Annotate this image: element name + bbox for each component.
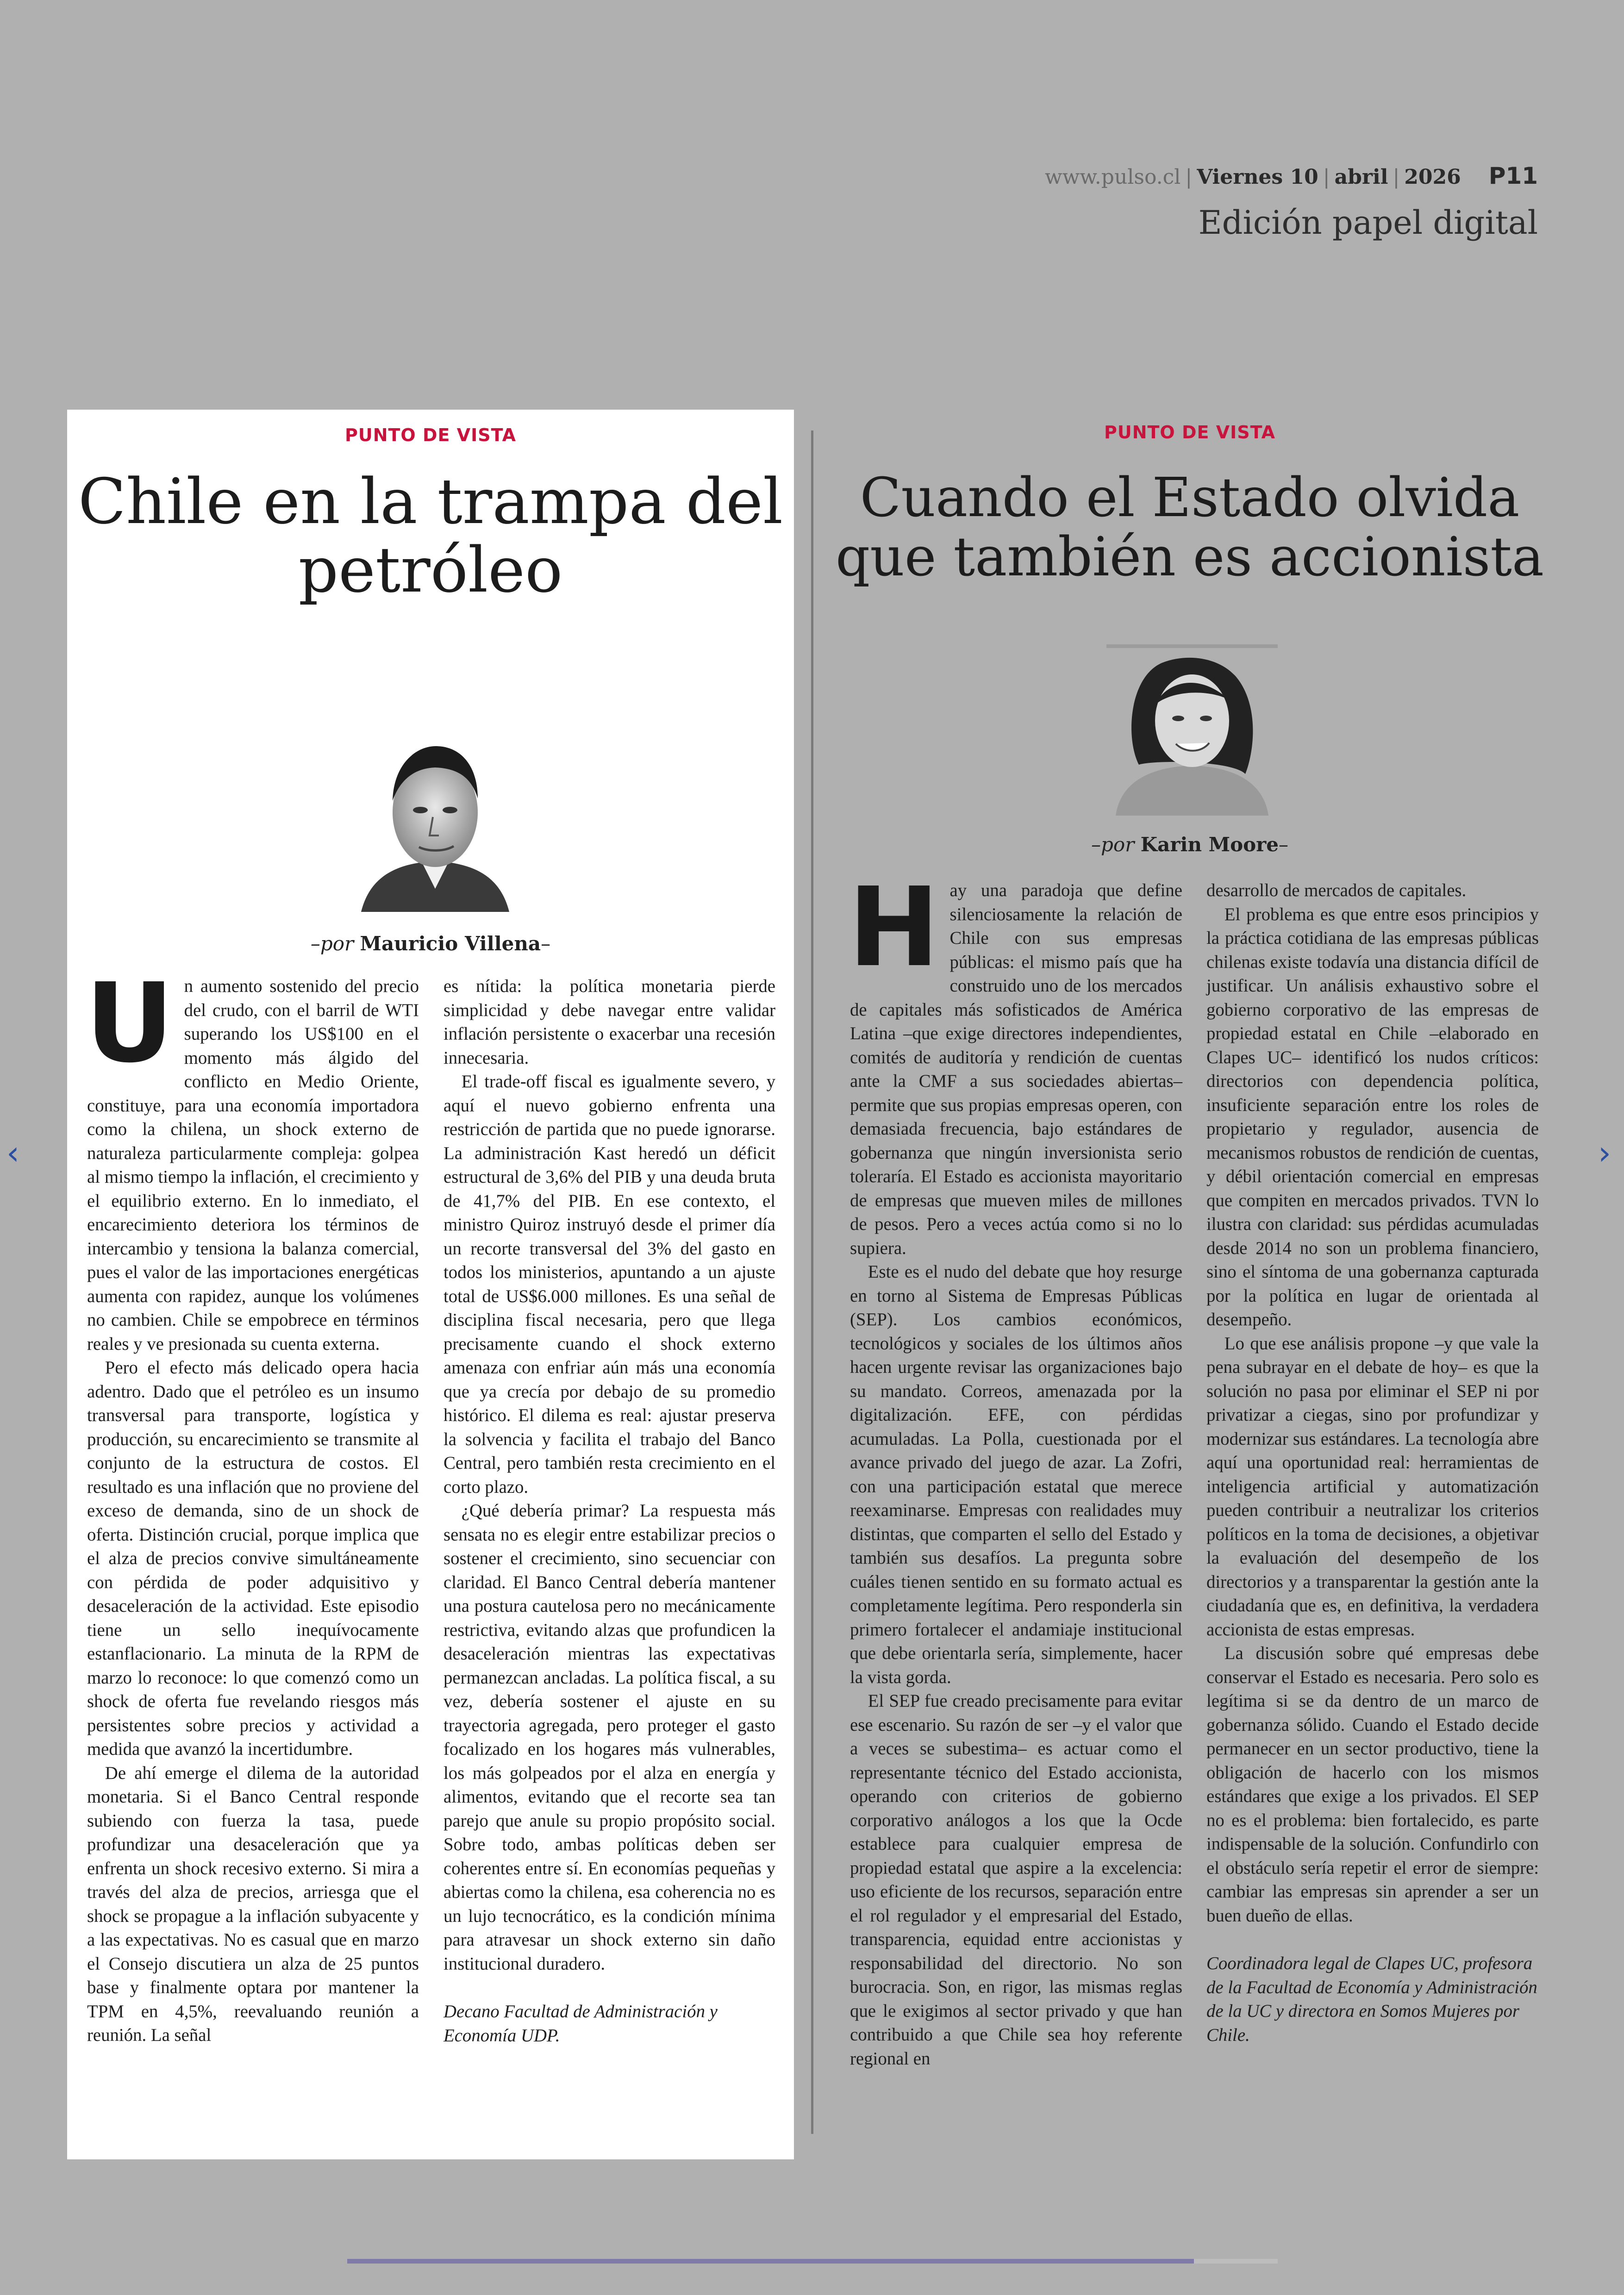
left-author-name: Mauricio Villena [360,932,541,955]
edition-label: Edición papel digital [1198,204,1538,242]
left-headline-line2: petróleo [298,534,563,606]
author-photo-mauricio-villena [356,736,514,912]
right-kicker: PUNTO DE VISTA [1104,422,1275,443]
right-headline-line1: Cuando el Estado olvida [860,467,1520,529]
right-paragraph: ay una paradoja que define silenciosamente la relación de Chile con sus empresas públicas: el mismo país que ha construido uno de los mercados de capitales más sofisticados de América Latina –que exige directores independientes, comités de auditoría y rendición de cuentas ante la CMF a sus sociedades abiertas– permite que sus propias empresas operen, con demasiada frecuencia, bajo estándares de gobernanza que ningún inversionista serio toleraría. El Estado es accionista mayoritario de empresas que mueven miles de millones de pesos. Pero a veces actúa como si no lo supiera. [850,880,1182,1258]
right-paragraph: El problema es que entre esos principios y la práctica cotidiana de las empresas públicas chilenas existe todavía una distancia difícil de justificar. Un análisis exhaustivo sobre el gobierno corporativo de las empresas de propiedad estatal en Chile –elaborado en Clapes UC– identificó los nudos críticos: directorios con dependencia política, insuficiente separación entre los roles de propietario y regulador, ausencia de mecanismos robustos de rendición de cuentas, y débil orientación comercial en empresas que compiten en mercados privados. TVN lo ilustra con claridad: sus pérdidas acumuladas desde 2014 no son un problema financiero, sino el síntoma de una gobernanza capturada por la política en lugar de orientada al desempeño. [1206,904,1539,1329]
right-headline-line2: que también es accionista [835,526,1544,588]
left-headline-line1: Chile en la trampa del [78,465,783,538]
right-author-name: Karin Moore [1140,833,1279,856]
left-paragraph: El trade-off fiscal es igualmente severo, y aquí el nuevo gobierno enfrenta una restricción de partida que no puede ignorarse. La administración Kast heredó un déficit estructural de 3,6% del PIB y una deuda bruta de 41,7% del PIB. En ese contexto, el ministro Quiroz instruyó desde el primer día un recorte transversal del 3% del gasto en todos los ministerios, apuntando a un ajuste total de US$6.000 millones. Es una señal de disciplina fiscal necesaria, pero que llega precisamente cuando el shock externo amenaza con enfriar aún más una economía que ya crecía por debajo de su promedio histórico. El dilema es real: ajustar preserva la solvencia y facilita el trabajo del Banco Central, pero también resta crecimiento en el corto plazo. [443,1072,775,1497]
issue-day: Viernes 10 [1197,165,1318,189]
left-paragraph: De ahí emerge el dilema de la autoridad monetaria. Si el Banco Central responde subiendo con fuerza la tasa, puede profundizar una desaceleración que ya enfrenta un shock recesivo externo. Si mira a través del alza de precios, arriesga que el shock se propague a la inflación subyacente y a las expectativas. No es casual que en marzo el Consejo discutiera un alza de 25 puntos base y finalmente optara por mantener la TPM en 4,5%, reevaluando reunión a reunión. La señal [87,1763,419,2045]
left-article-column-2 [443,974,775,2047]
left-paragraph: ¿Qué debería primar? La respuesta más sensata no es elegir entre estabilizar precios o sostener el crecimiento, sino secuenciar con claridad. El Banco Central debería mantener una postura cautelosa pero no mecánicamente restrictiva, evitando alzas que profundicen la desaceleración mientras las expectativas permanezcan ancladas. La política fiscal, a su vez, debería sostener el ajuste en su trayectoria agregada, pero proteger el gasto focalizado en los hogares más vulnerables, los más golpeados por el alza en energía y alimentos, evitando que el recorte sea tan parejo que anule su propio propósito social. Sobre todo, ambas políticas deben ser coherentes entre sí. En economías pequeñas y abiertas como la chilena, esa coherencia no es un lujo tecnocrático, es la condición mínima para atravesar un shock externo sin daño institucional duradero. [443,1501,775,1974]
previous-page-button[interactable] [6,1134,19,1172]
chevron-left-icon: ‹ [6,1134,19,1172]
page-number: P11 [1488,162,1538,189]
left-paragraph: n aumento sostenido del precio del crudo, con el barril de WTI superando los US$100 en el momento más álgido del conflicto en Medio Oriente, constituye, para una economía importadora como la chilena, un shock externo de naturaleza particularmente compleja: golpea al mismo tiempo la inflación, el crecimiento y el equilibrio externo. En lo inmediato, el encarecimiento deteriora los términos de intercambio y tensiona la balanza comercial, pues el valor de las importaciones energéticas aumenta con rapidez, aunque los volúmenes no cambien. Chile se empobrece en términos reales y ve presionada su cuenta externa. [87,976,419,1354]
left-kicker: PUNTO DE VISTA [345,425,516,445]
chevron-right-icon: › [1598,1134,1611,1172]
left-paragraph: Pero el efecto más delicado opera hacia adentro. Dado que el petróleo es un insumo transversal para transporte, logística y producción, su encarecimiento se transmite al conjunto de la estructura de costos. El resultado es una inflación que no proviene del exceso de demanda, sino de un shock de oferta. Distinción crucial, porque implica que el alza de precios convive simultáneamente con pérdida de poder adquisitivo y desaceleración de la actividad. Este episodio tiene un sello inequívocamente estanflacionario. La minuta de la RPM de marzo lo reconoce: lo que comenzó como un shock de oferta fue revelando riesgos más persistentes sobre precios y actividad a medida que avanzó la incertidumbre. [87,1358,419,1759]
left-paragraph: es nítida: la política monetaria pierde simplicidad y debe navegar entre validar inflación persistente o exacerbar una recesión innecesaria. [443,976,775,1068]
right-article-column-1 [848,864,1182,2070]
right-paragraph: La discusión sobre qué empresas debe conservar el Estado es necesaria. Pero solo es legítima si se da dentro de un marco de gobernanza sólido. Cuando el Estado decide permanecer en un sector productivo, tiene la obligación de hacerlo con los mismos estándares que exige a los privados. El SEP no es el problema: bien fortalecido, es parte indispensable de la solución. Confundirlo con el obstáculo sería repetir el error de siempre: cambiar las empresas sin aprender a ser un buen dueño de ellas. [1206,1643,1539,1926]
next-page-button[interactable] [1598,1134,1611,1172]
left-headline [67,465,794,606]
left-dropcap: U [85,960,174,1087]
right-paragraph: El SEP fue creado precisamente para evitar ese escenario. Su razón de ser –y el valor que a veces se subestima– es actuar como el representante técnico del Estado accionista, operando con criterios de gobierno corporativo análogos a los que la Ocde establece para cualquier empresa de propiedad estatal que aspire a la excelencia: uso eficiente de los recursos, separación entre el rol regulador y el empresarial del Estado, transparencia, equidad entre accionistas y responsabilidad del directorio. No son burocracia. Son, en rigor, las mismas reglas que le exigimos al sector privado y que han contribuido a que Chile sea hoy referente regional en [850,1691,1182,2069]
right-paragraph: Este es el nudo del debate que hoy resurge en torno al Sistema de Empresas Públicas (SEP). Los cambios económicos, tecnológicos y sociales de los últimos años hacen urgente revisar las organizaciones bajo su mandato. Correos, amenazada por la digitalización. EFE, con pérdidas acumuladas. La Polla, cuestionada por el avance privado del juego de azar. La Zofri, con una participación estatal que merece reexaminarse. Empresas con realidades muy distintas, que comparten el sello del Estado y también sus desafíos. La pregunta sobre cuáles tienen sentido en su formato actual es completamente legítima. Pero responderla sin primero fortalecer el andamiaje institucional que debe orientarla sería, simplemente, hacer la vista gorda. [850,1262,1182,1687]
right-byline-prefix: –por [1091,833,1135,856]
reading-progress-bar [347,2259,1194,2264]
right-paragraph: Lo que ese análisis propone –y que vale la pena subrayar en el debate de hoy– es que la solución no pasa por eliminar el SEP ni por privatizar a ciegas, sino por profundizar y modernizar sus estándares. La tecnología abre aquí una oportunidad real: herramientas de inteligencia artificial y automatización pueden contribuir a neutralizar los criterios políticos en la toma de decisiones, a objetivar la evaluación del desempeño de los directorios y a transparentar la gestión ante la ciudadanía que es, en definitiva, la verdadera accionista de estas empresas. [1206,1333,1539,1640]
right-article-column-2 [1206,879,1539,2047]
left-byline [67,932,794,955]
site-url: www.pulso.cl [1045,165,1181,189]
right-byline-suffix: – [1278,833,1288,856]
issue-year: 2026 [1404,165,1461,189]
left-author-signature: Decano Facultad de Administración y Economía UDP. [443,2002,718,2046]
issue-info: www.pulso.cl | Viernes 10 | abril | 2026 P11 [1045,162,1538,189]
left-byline-suffix: – [541,932,551,955]
right-headline [829,468,1551,587]
author-photo-karin-moore [1106,644,1278,816]
right-byline [829,833,1551,856]
left-byline-prefix: –por [310,932,354,955]
issue-month: abril [1334,165,1388,189]
left-article-column-1 [85,960,419,2047]
right-author-signature: Coordinadora legal de Clapes UC, profesora de la Facultad de Economía y Administración de la UC y directora en Somos Mujeres por Chile. [1206,1953,1537,2045]
right-paragraph: desarrollo de mercados de capitales. [1206,880,1467,900]
page-divider [811,430,813,2134]
right-dropcap: H [848,864,940,991]
